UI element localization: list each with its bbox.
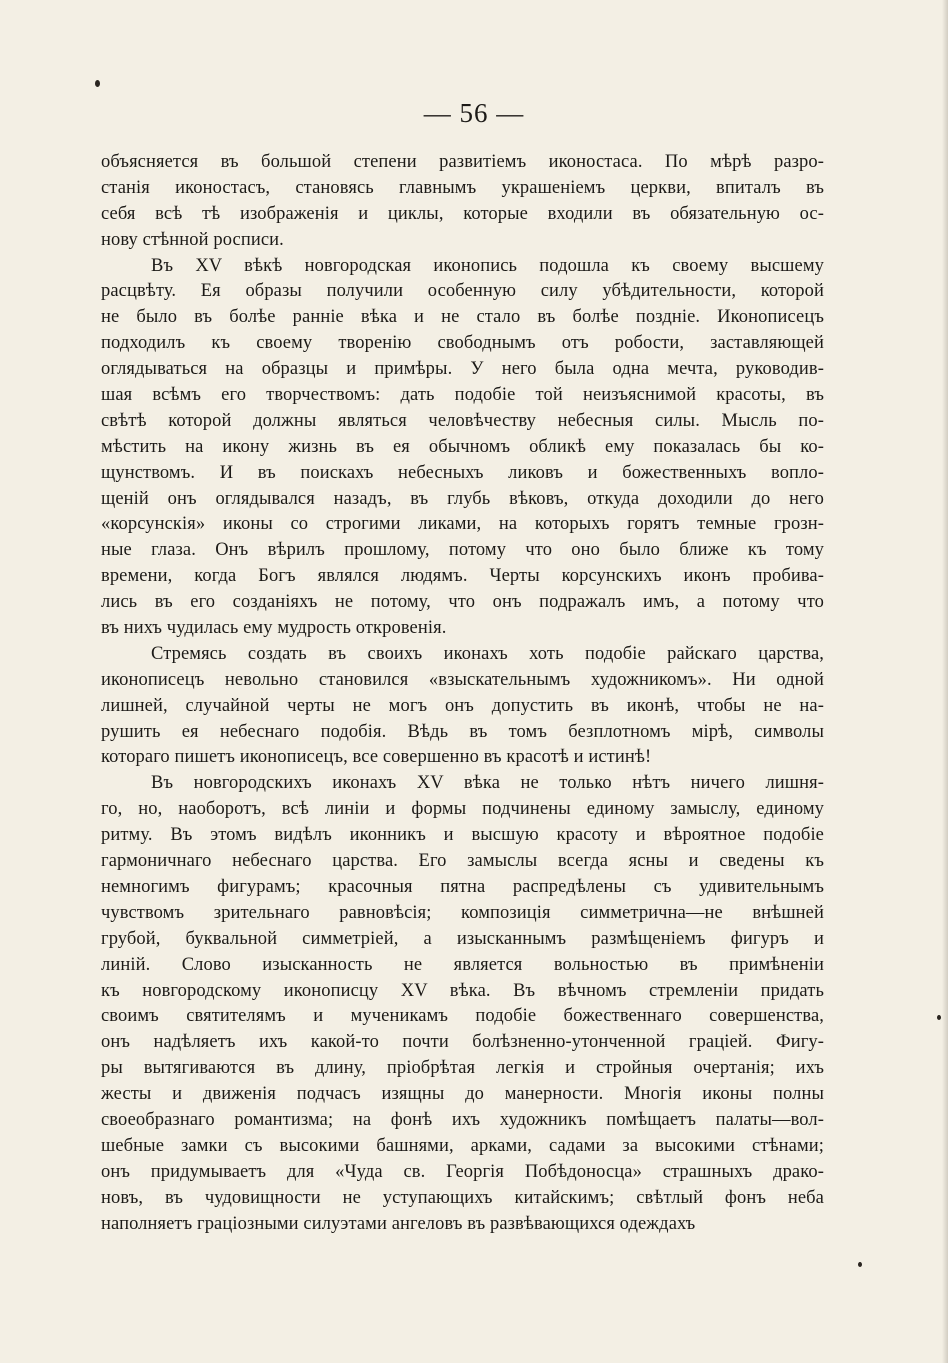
body-text	[101, 150, 824, 1237]
page-number: — 56 —	[423, 98, 525, 128]
text-line: гармоничнаго небеснаго царства. Его замыслы всегда ясны и сведены къ	[101, 851, 824, 872]
text-line: Стремясь создать въ своихъ иконахъ хоть подобіе райскаго царства,	[151, 643, 824, 664]
text-line: го, но, наоборотъ, всѣ линіи и формы подчинены единому замыслу, единому	[101, 799, 824, 820]
text-line: лишней, случайной черты не могъ онъ допустить въ иконѣ, чтобы не на-	[101, 695, 824, 716]
text-line: шая всѣмъ его творчествомъ: дать подобіе той неизъяснимой красоты, въ	[101, 385, 824, 406]
text-line: къ новгородскому иконописцу XV вѣка. Въ вѣчномъ стремленіи придать	[101, 980, 824, 1001]
paragraph	[101, 254, 824, 642]
text-line: иконописецъ невольно становился «взыскательнымъ художникомъ». Ни одной	[101, 669, 824, 690]
text-line: щеній онъ оглядывался назадъ, въ глубь вѣковъ, откуда доходили до него	[101, 488, 824, 509]
paragraph	[101, 771, 824, 1237]
text-line: подходилъ къ своему творенію свободнымъ отъ робости, заставляющей	[101, 333, 824, 354]
text-line: ные глаза. Онъ вѣрилъ прошлому, потому что оно было ближе къ тому	[101, 540, 824, 561]
text-line: шебные замки съ высокими башнями, арками, садами за высокими стѣнами;	[101, 1135, 824, 1156]
text-line: онъ надѣляетъ ихъ какой-то почти болѣзненно-утонченной граціей. Фигу-	[101, 1032, 824, 1053]
text-line: котораго пишетъ иконописецъ, все совершенно въ красотѣ и истинѣ!	[101, 747, 652, 768]
text-line: рушить ея небеснаго подобія. Вѣдь въ томъ безплотномъ мірѣ, символы	[101, 721, 824, 742]
text-line: наполняетъ граціозными силуэтами ангеловъ въ развѣвающихся одеждахъ	[101, 1213, 696, 1234]
text-line: мѣстить на икону жизнь въ ея обычномъ обликѣ ему показалась бы ко-	[101, 436, 824, 457]
text-line: своимъ святителямъ и мученикамъ подобіе божественнаго совершенства,	[101, 1006, 824, 1027]
text-line: жесты и движенія подчасъ изящны до манерности. Многія иконы полны	[101, 1084, 824, 1105]
text-line: новъ, въ чудовищности не уступающихъ китайскимъ; свѣтлый фонъ неба	[101, 1187, 824, 1208]
text-line: ры вытягиваются въ длину, пріобрѣтая легкія и стройныя очертанія; ихъ	[101, 1058, 824, 1079]
text-line: расцвѣту. Ея образы получили особенную силу убѣдительности, которой	[101, 281, 824, 302]
text-line: себя всѣ тѣ изображенія и циклы, которые входили въ обязательную ос-	[101, 203, 824, 224]
text-line: немногимъ фигурамъ; красочныя пятна распредѣлены съ удивительнымъ	[101, 876, 824, 897]
text-line: щунствомъ. И въ поискахъ небесныхъ ликовъ и божественныхъ вопло-	[101, 462, 824, 483]
text-line: онъ придумываетъ для «Чуда св. Георгія Побѣдоносца» страшныхъ драко-	[101, 1161, 824, 1182]
paragraph	[101, 150, 824, 254]
text-line: Въ XV вѣкѣ новгородская иконопись подошла къ своему высшему	[151, 255, 824, 276]
text-line: линій. Слово изысканность не является вольностью въ примѣненіи	[101, 954, 824, 975]
ink-speck	[95, 80, 100, 87]
text-line: свѣтѣ которой должны являться человѣчеству небесныя силы. Мысль по-	[101, 410, 824, 431]
text-line: «корсунскія» иконы со строгими ликами, на которыхъ горятъ темные грозн-	[101, 514, 824, 535]
paragraph	[101, 642, 824, 771]
text-line: лись въ его созданіяхъ не потому, что онъ подражалъ имъ, а потому что	[101, 592, 824, 613]
text-line: оглядываться на образцы и примѣры. У него была одна мечта, руководив-	[101, 359, 824, 380]
ink-speck	[937, 1015, 941, 1020]
text-line: грубой, буквальной симметріей, а изысканнымъ размѣщеніемъ фигуръ и	[101, 928, 824, 949]
text-line: нову стѣнной росписи.	[101, 229, 284, 250]
text-line: времени, когда Богъ являлся людямъ. Черты корсунскихъ иконъ пробива-	[101, 566, 824, 587]
ink-speck	[858, 1262, 862, 1267]
text-line: не было въ болѣе ранніе вѣка и не стало въ болѣе поздніе. Иконописецъ	[101, 307, 824, 328]
text-line: станія иконостасъ, становясь главнымъ украшеніемъ церкви, впиталъ въ	[101, 177, 824, 198]
text-line: Въ новгородскихъ иконахъ XV вѣка не только нѣтъ ничего лишня-	[151, 773, 824, 794]
text-line: чувствомъ зрительнаго равновѣсія; композиція симметрична—не внѣшней	[101, 902, 824, 923]
text-line: ритму. Въ этомъ видѣлъ иконникъ и высшую красоту и вѣроятное подобіе	[101, 825, 824, 846]
page-edge-shadow	[942, 0, 948, 1363]
text-line: своеобразнаго романтизма; на фонѣ ихъ художникъ помѣщаетъ палаты—вол-	[101, 1109, 824, 1130]
text-line: объясняется въ большой степени развитіемъ иконостаса. По мѣрѣ разро-	[101, 152, 824, 172]
text-line: въ нихъ чудилась ему мудрость откровенія.	[101, 618, 447, 639]
